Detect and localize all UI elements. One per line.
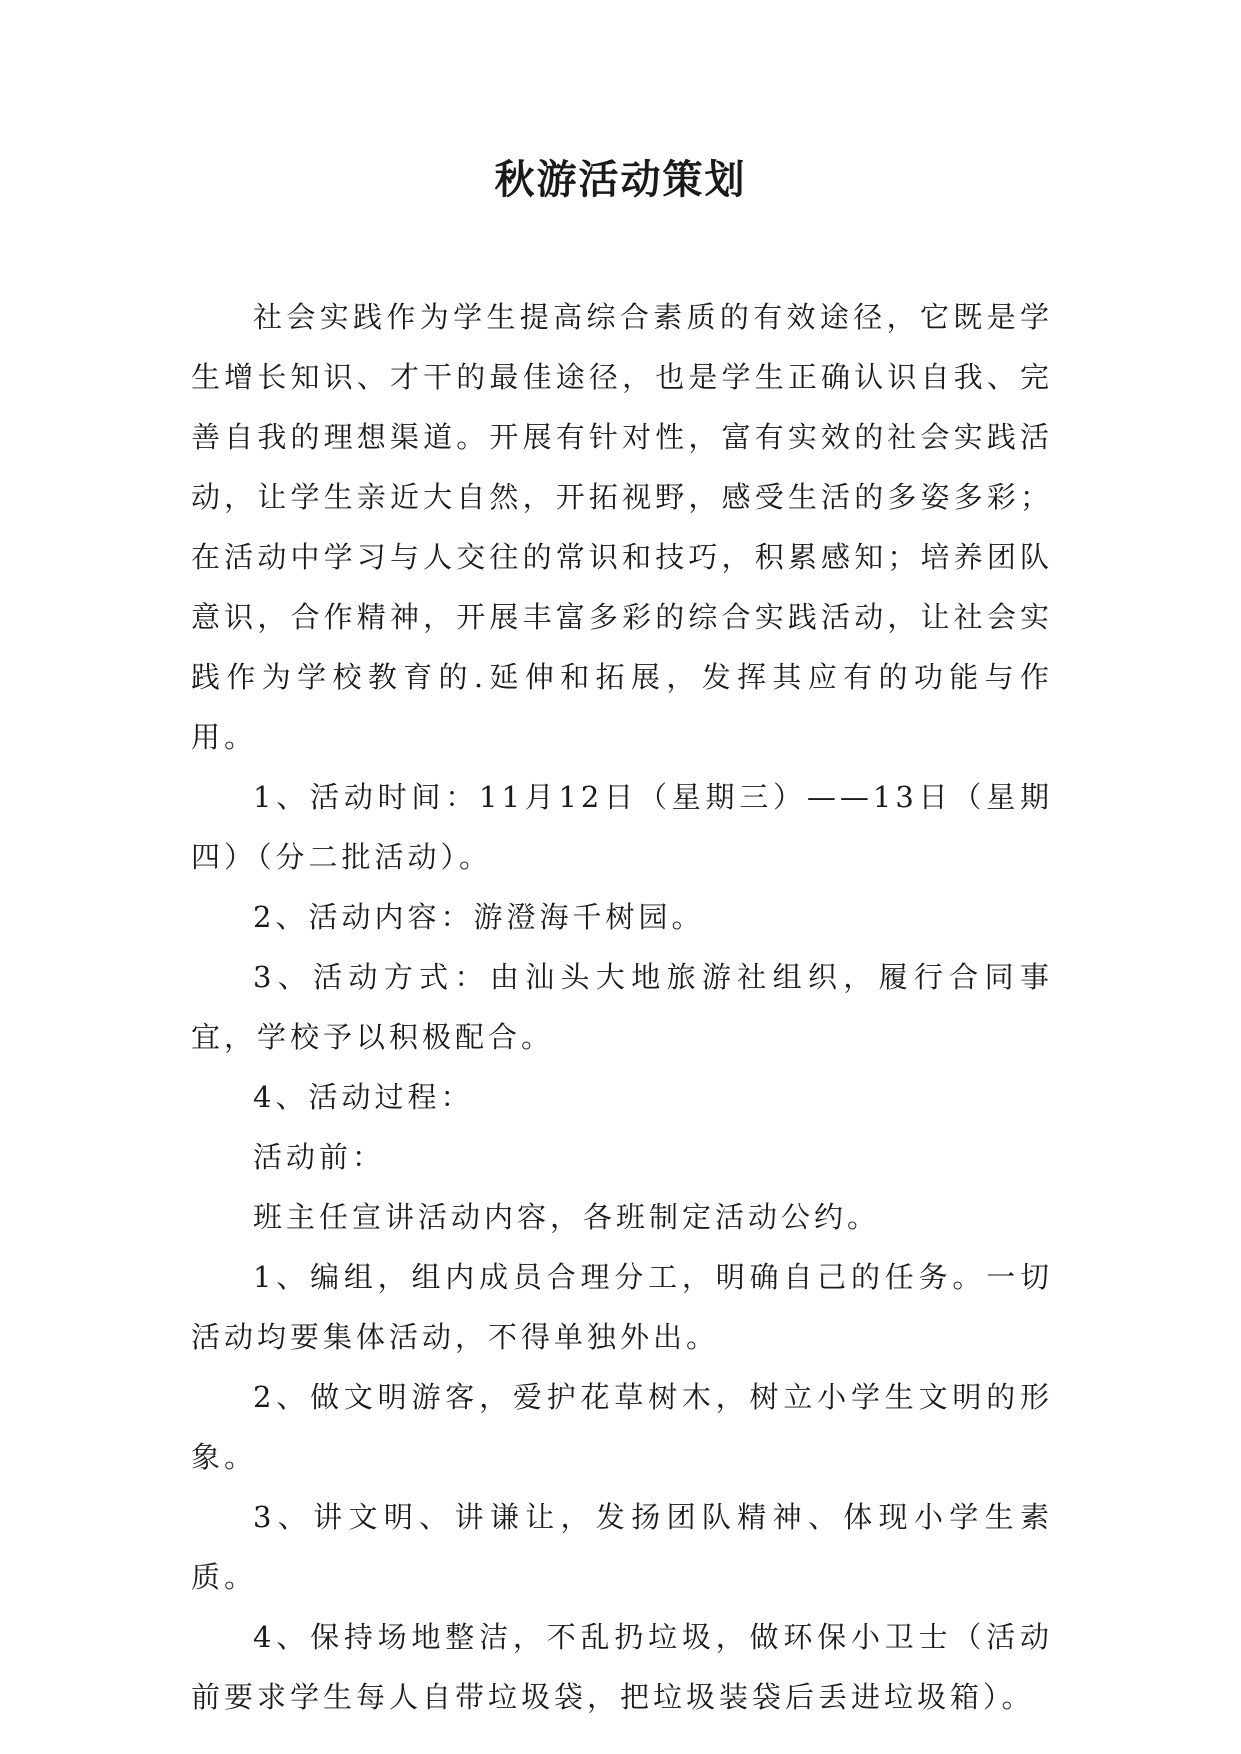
before-activity-heading: 活动前： [253,1140,386,1174]
activity-process-heading: 4、活动过程： [253,1080,474,1114]
activity-content-paragraph: 2、活动内容：游澄海千树园。 [253,900,705,934]
activity-method-paragraph: 3、活动方式：由汕头大地旅游社组织，履行合同事宜，学校予以积极配合。 [191,960,1053,1054]
teacher-briefing-paragraph: 班主任宣讲活动内容，各班制定活动公约。 [253,1200,881,1234]
rule-item-2: 2、做文明游客，爱护花草树木，树立小学生文明的形象。 [191,1380,1053,1474]
rule-item-3: 3、讲文明、讲谦让，发扬团队精神、体现小学生素质。 [191,1500,1053,1594]
activity-time-paragraph: 1、活动时间：11月12日（星期三）——13日（星期四）（分二批活动）。 [191,780,1053,874]
rule-item-1: 1、编组，组内成员合理分工，明确自己的任务。一切活动均要集体活动，不得单独外出。 [191,1260,1053,1354]
document-body [191,287,1053,1727]
rule-item-4: 4、保持场地整洁，不乱扔垃圾，做环保小卫士（活动前要求学生每人自带垃圾袋，把垃圾装袋后丢进垃圾箱）。 [191,1620,1053,1714]
document-title: 秋游活动策划 [494,157,747,203]
intro-paragraph: 社会实践作为学生提高综合素质的有效途径，它既是学生增长知识、才干的最佳途径，也是学生正确认识自我、完善自我的理想渠道。开展有针对性，富有实效的社会实践活动，让学生亲近大自然，开拓视野，感受生活的多姿多彩；在活动中学习与人交往的常识和技巧，积累感知；培养团队意识，合作精神，开展丰富多彩的综合实践活动，让社会实践作为学校教育的.延伸和拓展，发挥其应有的功能与作用。 [191,300,1053,754]
